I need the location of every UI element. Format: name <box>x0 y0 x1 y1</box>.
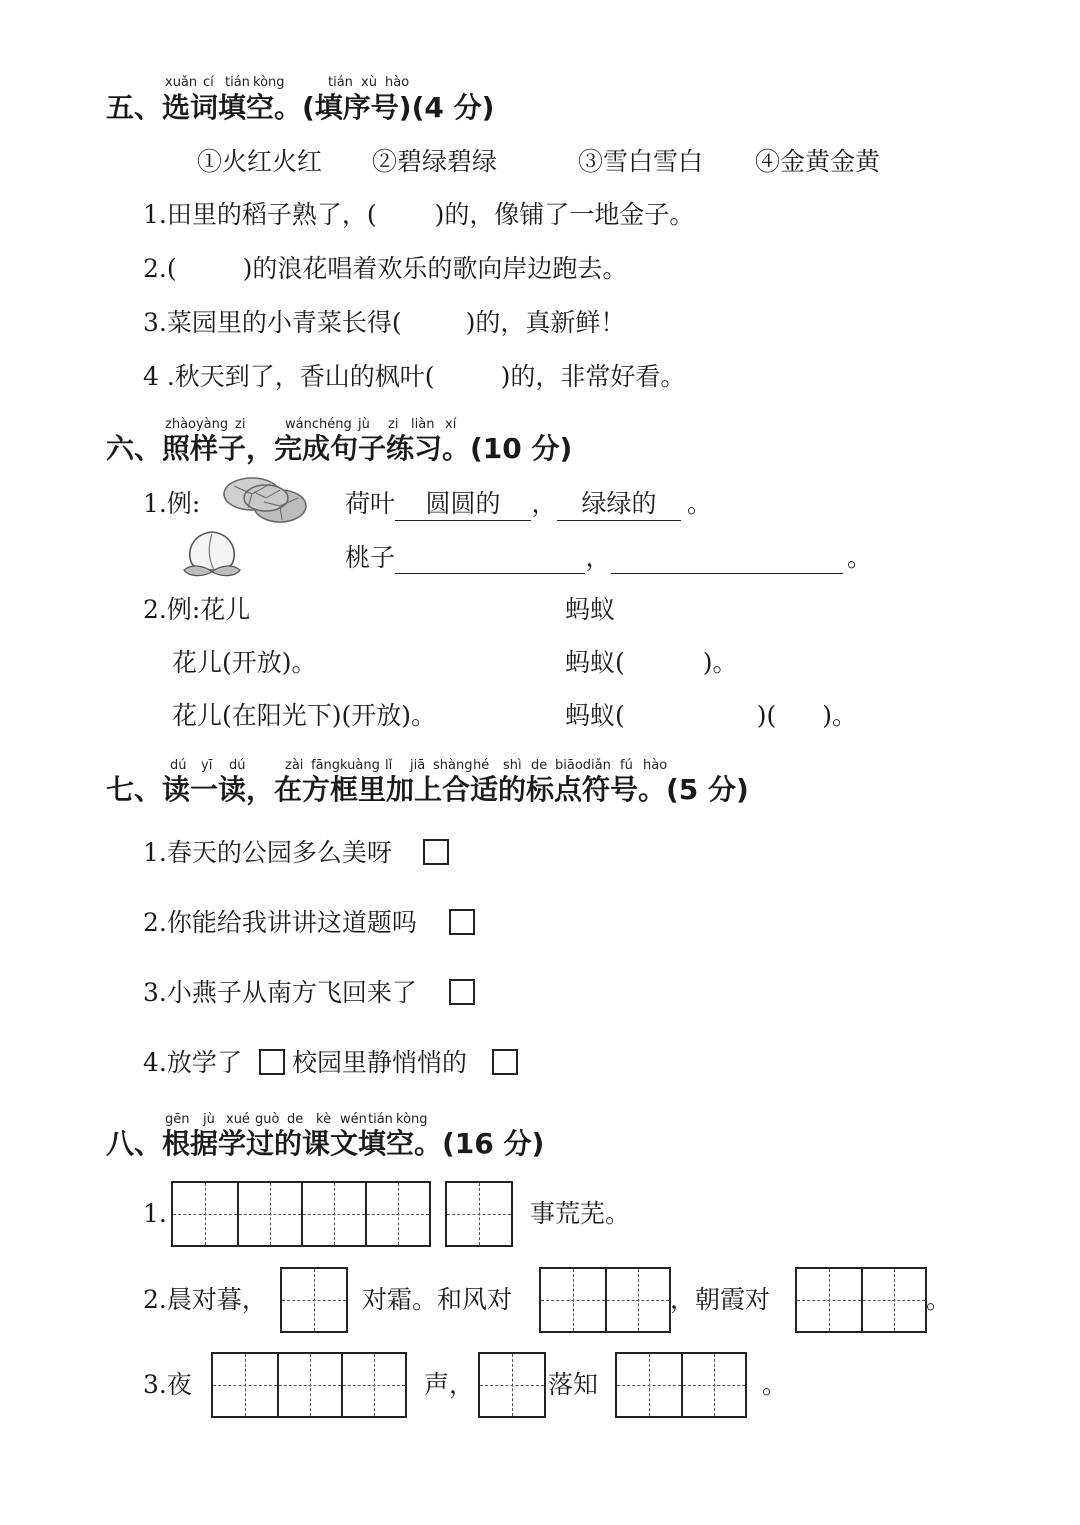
poem-text: 。 <box>762 1370 788 1399</box>
poem-text: 落知 <box>548 1370 599 1399</box>
tianzige-grid[interactable] <box>539 1267 671 1333</box>
pinyin: cí <box>203 75 214 90</box>
tianzige-cell[interactable] <box>341 1354 405 1416</box>
question-label: 2.晨对暮， <box>143 1285 267 1314</box>
tianzige-grid[interactable] <box>795 1267 927 1333</box>
pinyin: xù <box>361 75 377 90</box>
tianzige-grid[interactable] <box>478 1352 546 1418</box>
peach-sentence: 桃子 ， 。 <box>345 543 873 572</box>
poem-text: 声， <box>424 1370 475 1399</box>
tianzige-grid[interactable] <box>280 1267 348 1333</box>
pinyin: shàng <box>433 758 473 773</box>
section-title: 八、根据学过的课文填空。(16 分) <box>106 1127 545 1160</box>
punctuation-item: 4.放学了 <box>143 1048 242 1077</box>
fill-item: 4 .秋天到了，香山的枫叶( )的，非常好看。 <box>143 362 686 391</box>
poem-text: 。 <box>926 1285 952 1314</box>
example-label: 2.例:花儿 <box>143 595 251 624</box>
tianzige-cell[interactable] <box>301 1183 365 1245</box>
example-sentence: 花儿(开放)。 <box>172 648 317 677</box>
punctuation-box[interactable] <box>423 839 449 865</box>
answer-line[interactable] <box>611 547 843 574</box>
pinyin: biāodiǎn <box>555 758 611 773</box>
pinyin: lǐ <box>385 758 393 773</box>
tianzige-cell[interactable] <box>480 1354 544 1416</box>
tianzige-cell[interactable] <box>617 1354 681 1416</box>
pinyin: kòng <box>253 75 285 90</box>
subject-word: 蚂蚁 <box>565 595 616 624</box>
fill-item: 1.田里的稻子熟了，( )的，像铺了一地金子。 <box>143 200 695 229</box>
tianzige-cell[interactable] <box>282 1269 346 1331</box>
poem-fill-row <box>0 1352 1080 1418</box>
punctuation-box[interactable] <box>449 909 475 935</box>
punctuation-item: 1.春天的公园多么美呀 <box>143 838 392 867</box>
pinyin: liàn <box>411 417 435 432</box>
pinyin: dú <box>229 758 246 773</box>
punctuation-box[interactable] <box>449 979 475 1005</box>
poem-fill-row <box>0 1267 1080 1333</box>
question-label: 1. <box>143 1199 167 1228</box>
punctuation-item: 2.你能给我讲讲这道题吗 <box>143 908 417 937</box>
example-answer: 绿绿的 <box>557 488 681 521</box>
tianzige-cell[interactable] <box>541 1269 605 1331</box>
pinyin: xuǎn <box>165 75 198 90</box>
pinyin: hào <box>385 75 410 90</box>
tianzige-cell[interactable] <box>277 1354 341 1416</box>
section-title: 七、读一读，在方框里加上合适的标点符号。(5 分) <box>106 773 749 806</box>
fill-item: 蚂蚁( )。 <box>565 648 738 677</box>
fill-item: 蚂蚁( )( )。 <box>565 701 858 730</box>
pinyin: xué <box>226 1112 250 1127</box>
fill-item: 2.( )的浪花唱着欢乐的歌向岸边跑去。 <box>143 254 628 283</box>
pinyin: dú <box>170 758 187 773</box>
pinyin: wén <box>340 1112 367 1127</box>
option: ①火红火红 <box>197 147 323 176</box>
pinyin: tián <box>225 75 250 90</box>
option: ②碧绿碧绿 <box>372 147 498 176</box>
pinyin: wánchéng <box>285 417 352 432</box>
pinyin: xí <box>445 417 457 432</box>
option: ④金黄金黄 <box>755 147 881 176</box>
section-title: 五、选词填空。(填序号)(4 分) <box>106 91 495 124</box>
example-sentence: 花儿(在阳光下)(开放)。 <box>172 701 437 730</box>
tianzige-grid[interactable] <box>445 1181 513 1247</box>
answer-line[interactable] <box>395 547 585 574</box>
pinyin: de <box>287 1112 304 1127</box>
fill-item: 3.菜园里的小青菜长得( )的，真新鲜！ <box>143 308 626 337</box>
pinyin: guò <box>255 1112 280 1127</box>
pinyin: zi <box>235 417 246 432</box>
pinyin: kè <box>316 1112 332 1127</box>
lotus-leaves-icon <box>220 472 310 528</box>
question-label: 3.夜 <box>143 1370 192 1399</box>
tianzige-cell[interactable] <box>605 1269 669 1331</box>
pinyin: yī <box>201 758 213 773</box>
tianzige-cell[interactable] <box>681 1354 745 1416</box>
pinyin: hé <box>473 758 490 773</box>
example-label: 1.例: <box>143 489 201 518</box>
poem-text: ，朝霞对 <box>670 1285 771 1314</box>
tianzige-cell[interactable] <box>797 1269 861 1331</box>
peach-icon <box>178 524 246 580</box>
tianzige-cell[interactable] <box>861 1269 925 1331</box>
pinyin: kòng <box>396 1112 428 1127</box>
poem-text: 事荒芜。 <box>530 1199 631 1228</box>
tianzige-cell[interactable] <box>447 1183 511 1245</box>
punctuation-item-text: 校园里静悄悄的 <box>292 1048 468 1077</box>
tianzige-cell[interactable] <box>237 1183 301 1245</box>
pinyin: gēn <box>165 1112 190 1127</box>
pinyin: tián <box>368 1112 393 1127</box>
tianzige-cell[interactable] <box>173 1183 237 1245</box>
tianzige-grid[interactable] <box>615 1352 747 1418</box>
pinyin: jù <box>203 1112 215 1127</box>
pinyin: tián <box>328 75 353 90</box>
pinyin: zài <box>285 758 304 773</box>
pinyin: de <box>531 758 548 773</box>
pinyin: zhàoyàng <box>165 417 229 432</box>
pinyin: hào <box>643 758 668 773</box>
tianzige-cell[interactable] <box>365 1183 429 1245</box>
poem-text: 对霜。和风对 <box>362 1285 513 1314</box>
punctuation-item: 3.小燕子从南方飞回来了 <box>143 978 417 1007</box>
section-title: 六、照样子，完成句子练习。(10 分) <box>106 432 573 465</box>
punctuation-box[interactable] <box>492 1049 518 1075</box>
pinyin: jiā <box>410 758 426 773</box>
pinyin: shì <box>503 758 522 773</box>
example-answer: 圆圆的 <box>395 488 531 521</box>
pinyin: zi <box>388 417 399 432</box>
pinyin: jù <box>358 417 370 432</box>
poem-fill-row <box>0 1181 1080 1247</box>
punctuation-box[interactable] <box>259 1049 285 1075</box>
option: ③雪白雪白 <box>578 147 704 176</box>
pinyin: fú <box>620 758 633 773</box>
tianzige-cell[interactable] <box>213 1354 277 1416</box>
tianzige-grid[interactable] <box>211 1352 407 1418</box>
tianzige-grid[interactable] <box>171 1181 431 1247</box>
pinyin: fāngkuàng <box>311 758 380 773</box>
lotus-sentence: 荷叶 圆圆的 ， 绿绿的 。 <box>345 488 712 521</box>
